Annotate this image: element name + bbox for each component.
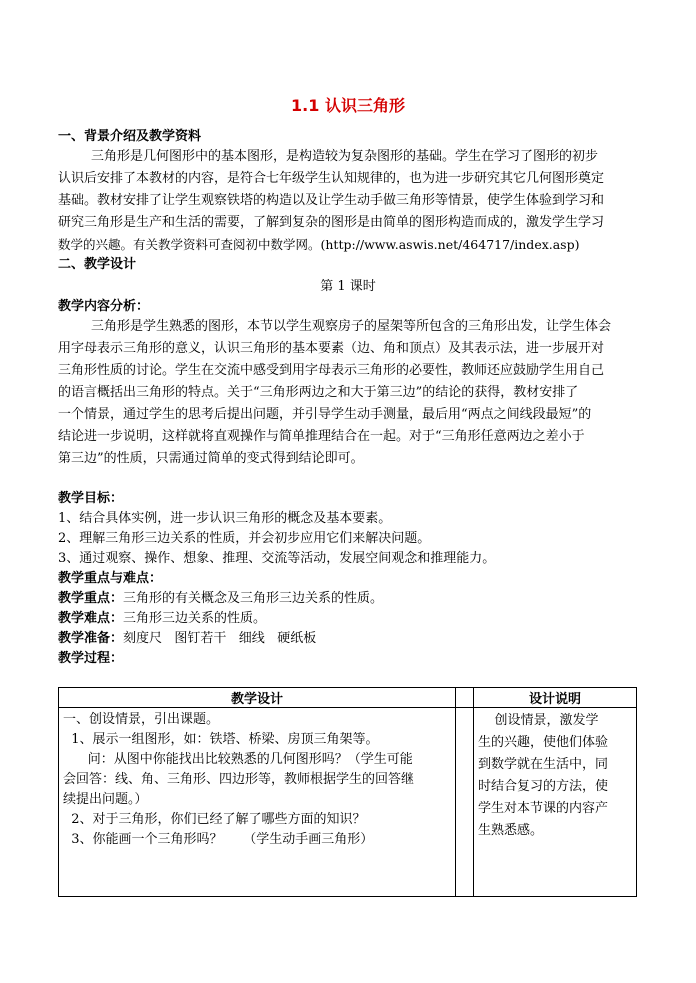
design-line: 问：从图中你能找出比较熟悉的几何图形吗？（学生可能 <box>63 752 413 767</box>
design-line: 会回答：线、角、三角形、四边形等，教师根据学生的回答继 <box>63 772 415 787</box>
key-point-text: 三角形的有关概念及三角形三边关系的性质。 <box>123 591 384 606</box>
paragraph-line: 第三边”的性质，只需通过简单的变式得到结论即可。 <box>58 451 364 466</box>
goal-item: 2、理解三角形三边关系的性质，并会初步应用它们来解决问题。 <box>58 531 431 546</box>
paragraph-line: 基础。教材安排了让学生观察铁塔的构造以及让学生动手做三角形等情景，使学生体验到学习和 <box>58 193 605 208</box>
difficulty-text: 三角形三边关系的性质。 <box>123 611 267 626</box>
design-line: 一、创设情景，引出课题。 <box>63 712 220 727</box>
content-analysis-heading: 教学内容分析： <box>58 299 150 314</box>
spacer-cell <box>456 708 474 897</box>
key-point-label: 教学重点： <box>58 591 124 606</box>
paragraph-line: 三角形是几何图形中的基本图形，是构造较为复杂图形的基础。学生在学习了图形的初步 <box>58 149 599 164</box>
design-line: 续提出问题。） <box>63 792 148 807</box>
paragraph-line: 三角形是学生熟悉的图形，本节以学生观察房子的屋架等所包含的三角形出发，让学生体会 <box>58 319 612 334</box>
difficulty-label: 教学难点： <box>58 611 124 626</box>
header-teaching-design: 教学设计 <box>59 688 456 708</box>
note-line: 创设情景，激发学 <box>478 713 599 728</box>
goals-heading: 教学目标： <box>58 491 124 506</box>
preparation-label: 教学准备： <box>58 631 124 646</box>
paragraph-line: 认识后安排了本教材的内容，是符合七年级学生认知规律的，也为进一步研究其它几何图形奠定 <box>58 171 605 186</box>
table-header-row <box>59 688 637 708</box>
paragraph-line: 三角形性质的讨论。学生在交流中感受到用字母表示三角形的必要性，教师还应鼓励学生用自己 <box>58 363 605 378</box>
key-points-heading: 教学重点与难点： <box>58 571 163 586</box>
paragraph-line: 研究三角形是生产和生活的需要，了解到复杂的图形是由简单的图形构造而成的，激发学生学习 <box>58 215 605 230</box>
note-line: 生熟悉感。 <box>478 823 544 838</box>
key-point-row <box>58 590 646 608</box>
paragraph-line: 一个情景，通过学生的思考后提出问题，并引导学生动手测量，最后用“两点之间线段最短”的 <box>58 407 592 422</box>
design-line: 1、展示一组图形，如：铁塔、桥梁、房顶三角架等。 <box>63 732 379 747</box>
preparation-row <box>58 630 646 648</box>
paragraph-line: 用字母表示三角形的意义，认识三角形的基本要素（边、角和顶点）及其表示法，进一步展开对 <box>58 341 605 356</box>
note-line: 生的兴趣，使他们体验 <box>478 735 609 750</box>
header-spacer <box>456 688 474 708</box>
section-heading-background: 一、背景介绍及教学资料 <box>58 129 202 144</box>
design-line: 3、你能画一个三角形吗？ （学生动手画三角形） <box>63 832 374 847</box>
goal-item: 3、通过观察、操作、想象、推理、交流等活动，发展空间观念和推理能力。 <box>58 551 496 566</box>
header-design-notes: 设计说明 <box>474 688 637 708</box>
process-heading: 教学过程： <box>58 651 124 666</box>
notes-cell <box>474 708 637 897</box>
note-line: 时结合复习的方法，使 <box>478 779 609 794</box>
paragraph-line: 结论进一步说明，这样就将直观操作与简单推理结合在一起。对于“三角形任意两边之差小于 <box>58 429 585 444</box>
difficulty-row <box>58 610 646 628</box>
document-title: 1.1 认识三角形 <box>291 96 405 115</box>
paragraph-line: 的语言概括出三角形的特点。关于“三角形两边之和大于第三边”的结论的获得，教材安排了 <box>58 385 579 400</box>
preparation-text: 刻度尺 图钉若干 细线 硬纸板 <box>123 631 317 646</box>
paragraph-line: 数学的兴趣。有关教学资料可查阅初中数学网。(http://www.aswis.net/464717/index.asp) <box>58 237 580 252</box>
lesson-label: 第 1 课时 <box>320 279 376 294</box>
lesson-plan-table <box>58 687 637 897</box>
design-cell <box>59 708 456 897</box>
section-heading-design: 二、教学设计 <box>58 257 137 272</box>
design-line: 2、对于三角形，你们已经了解了哪些方面的知识？ <box>63 812 366 827</box>
table-row <box>59 708 637 897</box>
goal-item: 1、结合具体实例，进一步认识三角形的概念及基本要素。 <box>58 511 392 526</box>
note-line: 到数学就在生活中，同 <box>478 757 609 772</box>
note-line: 学生对本节课的内容产 <box>478 801 609 816</box>
